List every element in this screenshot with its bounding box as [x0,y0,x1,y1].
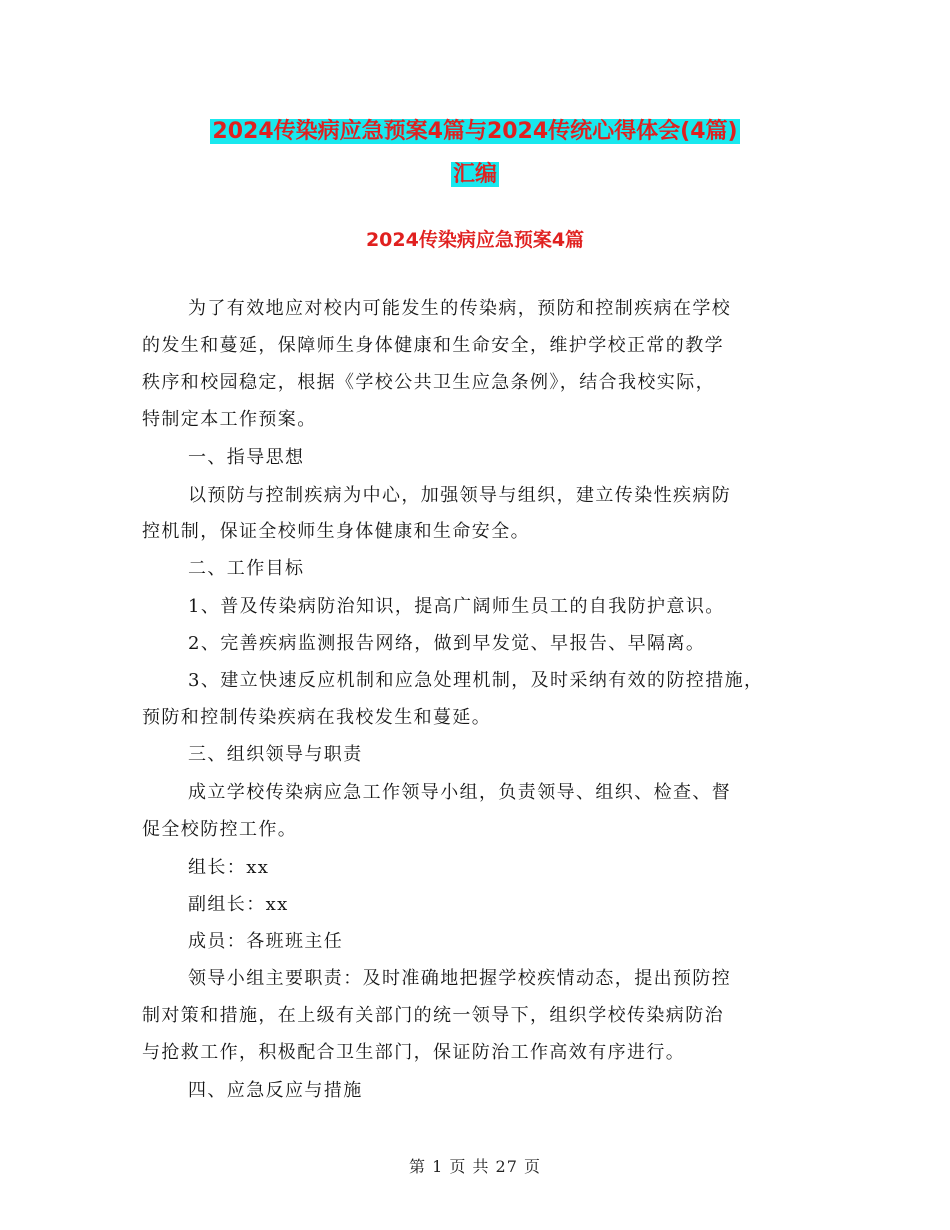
heading-emergency-response: 四、应急反应与措施 [188,1080,363,1101]
paragraph-line: 以预防与控制疾病为中心，加强领导与组织，建立传染性疾病防 [188,485,732,506]
paragraph-line: 控机制，保证全校师生身体健康和生命安全。 [142,521,530,542]
list-item: 3、建立快速反应机制和应急处理机制，及时采纳有效的防控措施， [188,670,764,691]
document-title-line-2 [0,155,950,195]
paragraph-line: 预防和控制传染疾病在我校发生和蔓延。 [142,707,492,728]
section-title: 2024传染病应急预案4篇 [365,229,585,251]
deputy-leader-line: 副组长：xx [188,894,289,915]
list-item: 1、普及传染病防治知识，提高广阔师生员工的自我防护意识。 [188,596,725,617]
paragraph-line: 领导小组主要职责：及时准确地把握学校疾情动态，提出预防控 [188,968,732,989]
paragraph-line: 制对策和措施，在上级有关部门的统一领导下，组织学校传染病防治 [142,1005,724,1026]
document-title-highlight-2: 汇编 [452,162,497,187]
paragraph-line: 为了有效地应对校内可能发生的传染病，预防和控制疾病在学校 [188,298,732,319]
paragraph-line: 特制定本工作预案。 [142,409,317,430]
paragraph-line: 与抢救工作，积极配合卫生部门，保证防治工作高效有序进行。 [142,1042,686,1063]
paragraph-line: 成立学校传染病应急工作领导小组，负责领导、组织、检查、督 [188,782,732,803]
document-title-highlight-1: 2024传染病应急预案4篇与2024传统心得体会(4篇) [212,119,738,144]
members-line: 成员：各班班主任 [188,931,344,952]
page-footer: 第 1 页 共 27 页 [409,1157,541,1176]
heading-organization: 三、组织领导与职责 [188,744,363,765]
list-item: 2、完善疾病监测报告网络，做到早发觉、早报告、早隔离。 [188,633,706,654]
document-title-line-1 [0,112,950,152]
team-leader-line: 组长：xx [188,857,270,878]
heading-guiding-ideology: 一、指导思想 [188,447,305,468]
paragraph-line: 秩序和校园稳定，根据《学校公共卫生应急条例》，结合我校实际， [142,372,715,393]
heading-work-goals: 二、工作目标 [188,558,305,579]
paragraph-line: 的发生和蔓延，保障师生身体健康和生命安全，维护学校正常的教学 [142,335,724,356]
paragraph-line: 促全校防控工作。 [142,819,298,840]
